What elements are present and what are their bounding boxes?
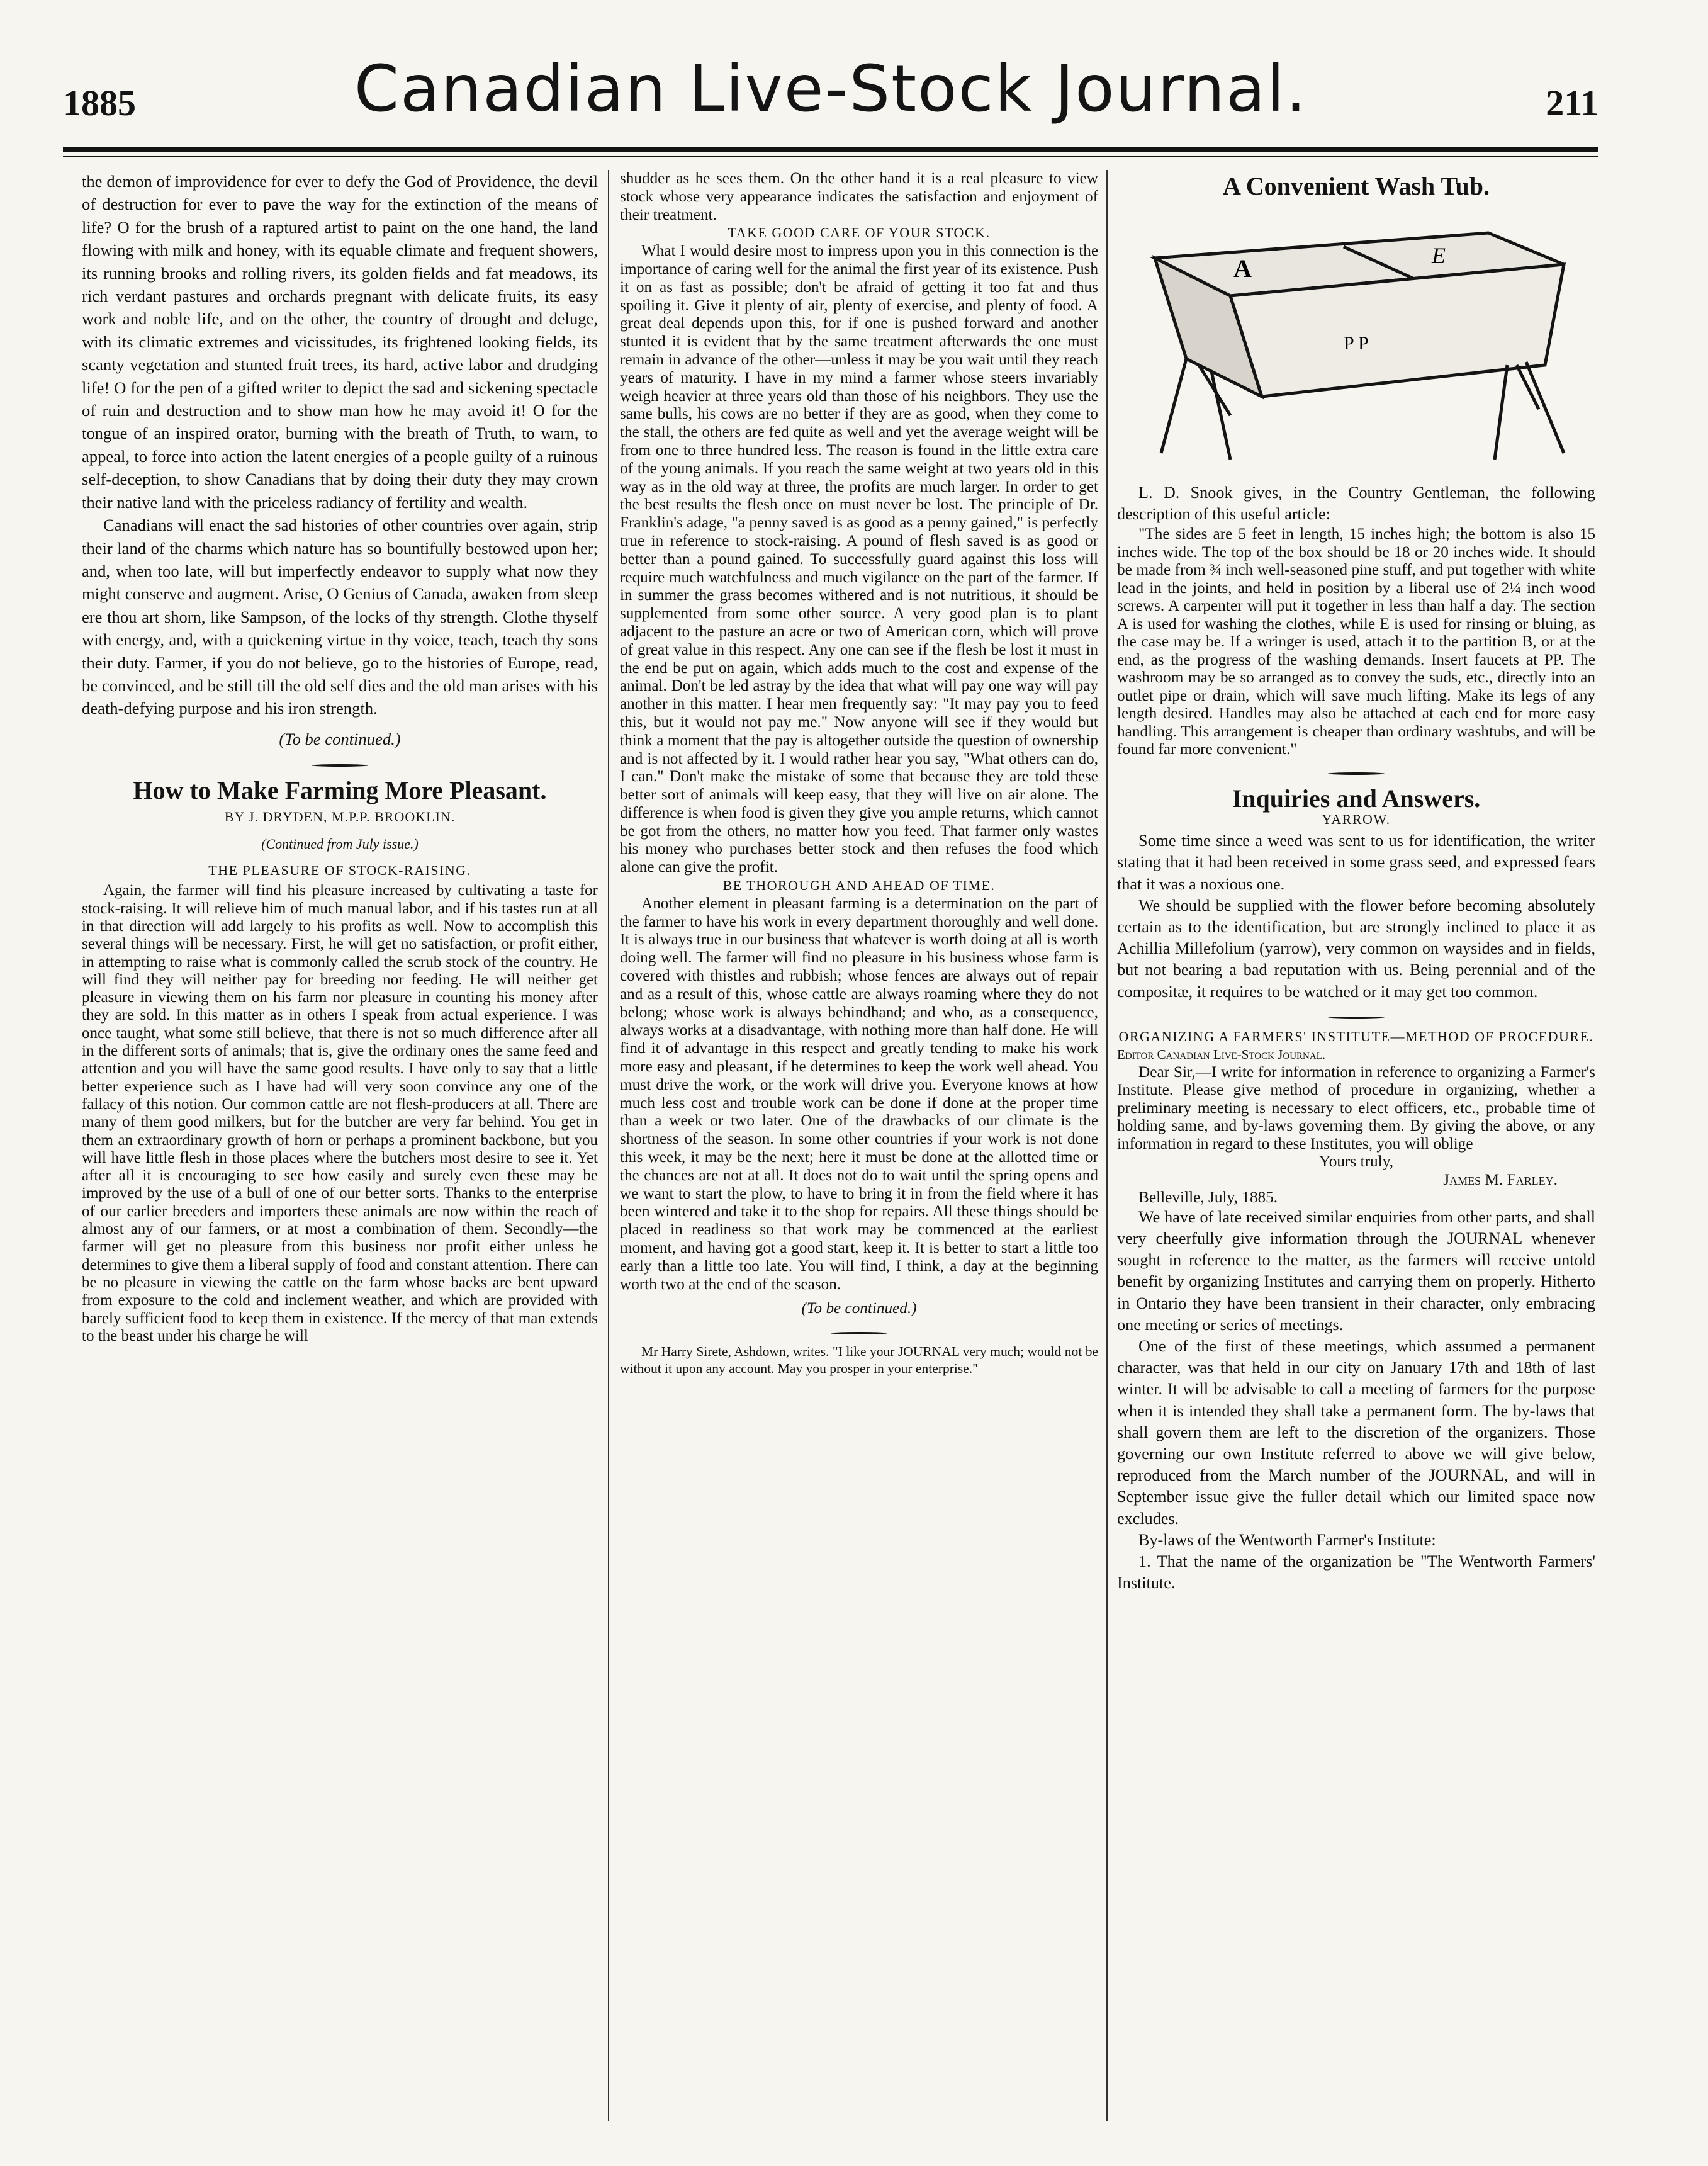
column-divider <box>1106 170 1108 2121</box>
paragraph: We have of late received similar enquiries from other parts, and shall very cheerfully give information through the JOURNAL whenever sought in reference to the matter, as the farmers will receive untold benefit by organizing Institutes and carrying them on properly. Hitherto in Ontario they have been transient in their character, only embracing one meeting or series of meetings. <box>1117 1207 1595 1334</box>
label-p: P P <box>1344 333 1369 354</box>
paragraph: Some time since a weed was sent to us for identification, the writer stating that it had been received in some grass seed, and expressed fears that it was a noxious one. <box>1117 832 1595 893</box>
continued-from: (Continued from July issue.) <box>261 835 419 852</box>
section-divider <box>831 1332 887 1334</box>
label-a: A <box>1233 254 1252 283</box>
paragraph: One of the first of these meetings, which assumed a permanent character, was that held in our city on January 17th and 18th of last winter. It will be advisable to call a meeting of farmers for the purpose when it is intended they shall take a permanent form. The by-laws that shall govern them are left to the discretion of the organizers. Those governing our own Institute referred to above we will give below, reproduced from the March number of the JOURNAL, and will in September issue give the fuller detail which our limited space now excludes. <box>1117 1336 1595 1528</box>
to-be-continued: (To be continued.) <box>279 729 401 748</box>
paragraph: Another element in pleasant farming is a determination on the part of the farmer to have his work in every department thoroughly and well done. It is always true in our business that whatever is worth doing at all is worth doing well. The farmer will find no pleasure in his business whose farm is covered with thistles and rubbish; whose fences are always out of repair and as a result of this, whose cattle are always roaming where they do not belong; whose work is always behindhand; and who, as a consequence, always works at a disadvantage, with nothing more than half done. He will find it of advantage in this respect and greatly tending to make his work more easy and pleasant, if he determines to keep the work well ahead. You must drive the work, or the work will drive you. Everyone knows at how much less cost and trouble work can be done if done at the proper time than a week or two later. One of the drawbacks of our climate is the shortness of the season. In some other countries if your work is not done this week, it may be the next; here it must be done at the allotted time or the chances are not at all. It does not do to wait until the spring opens and we want to start the plow, to have to bring it in from the field where it has been wintered and take it to the shop for repairs. All these things should be placed in readiness so that work may be commenced at the earliest moment, and having got a good start, keep it. It is better to start a little too early than a little too late. You will find, I think, a day at the beginning worth two at the end of the season. <box>620 894 1098 1293</box>
header-rule-thin <box>63 156 1598 157</box>
paragraph: What I would desire most to impress upon you in this connection is the importance of caring well for the animal the first year of its existence. Push it on as fast as possible; don't be afraid of getting it too fat and thus spoiling it. Give it plenty of air, plenty of exercise, and plenty of food. A great deal depends upon this, for if one is pushed forward and another stunted it is evident that by the same treatment afterwards the one must remain in advance of the other—unless it may be you wait until they reach years of maturity. I have in my mind a farmer whose steers invariably weigh heavier at three years old than those of his neighbors. They use the same bulls, his cows are no better if they are as good, when they come to the stall, the others are fed quite as well and yet the average weight will be from one to three hundred less. The reason is found in the little extra care of the young animals. If you reach the same weight at two years old in this way as in the old way at three, the profits are much larger. In order to get the best results the flesh once on must never be lost. The principle of Dr. Franklin's adage, "a penny saved is as good as a penny gained," is perfectly true in reference to stock-raising. A pound of flesh saved is as good or better than a pound gained. To successfully guard against this loss will require much watchfulness and much vigilance on the part of the farmer. If in summer the grass becomes withered and is not nutritious, it should be supplemented from some other source. A very good plan is to plant adjacent to the pasture an acre or two of American corn, which will prove of great value in this respect. Any one can see if the flesh be lost it must in the end be put on again, which adds much to the cost and expense of the animal. Don't be led astray by the idea that what will pay one way will pay another in this matter. I hear men frequently say: "It may pay you to feed this, but it would not pay me." Now anyone will see if they would but think a moment that the pay is altogether outside the question of ownership and is not affected by it. I would rather hear you say, "What others can do, I can." Don't make the mistake of some that because they are told these better sort of animals will keep easy, that they will live on air alone. The difference is when food is given they give you ample returns, which cannot be got from the others, no matter how you feed. That farmer only wastes his money who purchases better stock and then refuses the food which alone can give the profit. <box>620 242 1098 876</box>
editor-address: Editor Canadian Live-Stock Journal. <box>1117 1046 1326 1062</box>
subheading: THE PLEASURE OF STOCK-RAISING. <box>208 862 471 878</box>
paragraph: L. D. Snook gives, in the Country Gentleman, the following description of this useful article: <box>1117 483 1595 524</box>
wash-tub-illustration <box>1136 208 1576 472</box>
subheading: ORGANIZING A FARMERS' INSTITUTE—METHOD OF PROCEDURE. <box>1118 1028 1594 1044</box>
byline: BY J. DRYDEN, M.P.P. BROOKLIN. <box>224 809 456 825</box>
place-date: Belleville, July, 1885. <box>1138 1188 1278 1207</box>
letter-signature: James M. Farley. <box>1443 1170 1558 1188</box>
journal-title: Canadian Live-Stock Journal. <box>354 52 1308 127</box>
section-divider <box>1328 772 1385 775</box>
column-divider <box>608 170 609 2121</box>
to-be-continued: (To be continued.) <box>801 1300 917 1317</box>
article-title: How to Make Farming More Pleasant. <box>133 776 547 805</box>
paragraph: "The sides are 5 feet in length, 15 inches high; the bottom is also 15 inches wide. The top of the box should be 18 or 20 inches wide. It should be made from ¾ inch well-seasoned pine stuff, and put together with white lead in the joints, and held in position by a liberal use of 2¼ inch wood screws. A carpenter will put it together in less than half a day. The section A is used for washing the clothes, while E is used for rinsing or bluing, as the case may be. If a wringer is used, attach it to the partition B, or at the end, as the progress of the washing demands. Insert faucets at PP. The washroom may be so arranged as to convey the suds, etc., directly into an outlet pipe or drain, which will save much lifting. Make its legs of any length desired. Handles may also be attached at each end for more easy handling. This arrangement is cheaper than ordinary washtubs, and will be found far more convenient." <box>1117 525 1595 759</box>
issue-year: 1885 <box>63 82 136 123</box>
masthead <box>63 52 1598 140</box>
header-rule-thick <box>63 147 1598 152</box>
paragraph: Canadians will enact the sad histories of other countries over again, strip their land of the charms which nature has so bountifully bestowed upon her; and, when too late, will but imperfectly endeavor to supply what now they might conserve and augment. Arise, O Genius of Canada, awaken from sleep ere thou art shorn, like Sampson, of the locks of thy strength. Clothe thyself with energy, and, with a quickening virtue in thy voice, teach, teach thy sons their duty. Farmer, if you do not believe, go to the histories of Europe, read, be convinced, and be still till the old self dies and the old man arises with his death-defying purpose and his iron strength. <box>82 516 598 718</box>
reader-letter: Mr Harry Sirete, Ashdown, writes. "I like your JOURNAL very much; would not be without it upon any account. May you prosper in your enterprise." <box>620 1344 1098 1377</box>
paragraph: We should be supplied with the flower before becoming absolutely certain as to the identification, but are strongly inclined to place it as Achillia Millefolium (yarrow), very common on waysides and in fields, but not bearing a bad reputation with us. Being perennial and of the compositæ, it requires to be watched or it may get too common. <box>1117 896 1595 1001</box>
column-2 <box>620 170 1098 1377</box>
article-title: A Convenient Wash Tub. <box>1223 172 1490 200</box>
letter-closing: Yours truly, <box>1318 1153 1394 1171</box>
column-1 <box>82 170 598 1345</box>
subheading: YARROW. <box>1322 811 1391 827</box>
page-number: 211 <box>1546 82 1598 123</box>
paragraph: 1. That the name of the organization be "The Wentworth Farmers' Institute. <box>1117 1552 1595 1593</box>
section-divider <box>312 764 368 767</box>
article-body: Again, the farmer will find his pleasure increased by cultivating a taste for stock-raising. It will relieve him of much manual labor, and if his tastes run at all in that direction will add largely to his profits as well. Now to accomplish this several things will be necessary. First, he will get no satisfaction, or profit either, in attempting to raise what is commonly called the scrub stock of the country. He will find they will neither pay for breeding nor feeding. He will neither get pleasure in viewing them on his farm nor pleasure in counting his money after they are sold. In this matter as in others I speak from actual experience. I was once taught, what some still believe, that there is not so much difference after all in the different sorts of animals; that is, give the ordinary ones the same feed and attention and you will have the same good results. I have only to say that a little better experience such as I have had will very soon convince any one of the fallacy of this notion. Our common cattle are not flesh-producers at all. There are many of them good milkers, but for the butcher are very far behind. You get in them an extraordinary growth of horn or perhaps a prominent backbone, but you will have little flesh in those places where the butchers most desire to see it. Yet after all it is encouraging to see how easily and surely even these may be improved by the use of a bull of one of our better sorts. Thanks to the enterprise of our earlier breeders and importers these animals are now within the reach of almost any of our farmers, or at most a combination of them. Secondly—the farmer will get no pleasure from this business nor profit either unless he determines to give them a liberal supply of food and constant attention. There can be no pleasure in viewing the cattle on the farm whose backs are bent upward from exposure to the cold and inclement weather, and which are provided with barely sufficient food to keep them in existence. If the mercy of that man extends to the beast under his charge he will <box>82 882 598 1345</box>
letter-body: Dear Sir,—I write for information in reference to organizing a Farmer's Institute. Please give method of procedure in organizing, whether a preliminary meeting is necessary to elect officers, etc., probable time of holding same, and by-laws governing them. By giving the above, or any information in regard to these Institutes, you will oblige <box>1117 1063 1595 1153</box>
paragraph: the demon of improvidence for ever to defy the God of Providence, the devil of destruction for ever to pave the way for the extinction of the means of life? O for the brush of a raptured artist to paint on the one hand, the land flowing with milk and honey, with its equable climate and frequent showers, its running brooks and rolling rivers, its golden fields and fat meadows, its rich verdant pastures and orchards pregnant with delicate fruits, its easy work and noble life, and on the other, the country of drought and deluge, with its climatic extremes and vicissitudes, its frightened looking fields, its scanty vegetation and stunted fruit trees, its hard, active labor and drudging life! O for the pen of a gifted writer to depict the sad and sickening spectacle of ruin and destruction and to show man how he may avoid it! O for the tongue of an inspired orator, burning with the breath of Truth, to warn, to appeal, to force into action the latent energies of a people guilty of a ruinous self-deception, to show Canadians that by doing their duty they may crown their native land with the priceless radiancy of fertility and wealth. <box>82 172 598 512</box>
column-3 <box>1117 170 1595 1594</box>
subheading: BE THOROUGH AND AHEAD OF TIME. <box>722 877 996 894</box>
section-divider <box>1328 1017 1385 1019</box>
paragraph: shudder as he sees them. On the other hand it is a real pleasure to view stock whose very appearance indicates the satisfaction and enjoyment of their treatment. <box>620 170 1098 223</box>
subheading: TAKE GOOD CARE OF YOUR STOCK. <box>728 225 991 241</box>
paragraph: By-laws of the Wentworth Farmer's Institute: <box>1138 1530 1436 1549</box>
label-e: E <box>1432 243 1446 268</box>
section-title: Inquiries and Answers. <box>1232 784 1481 813</box>
